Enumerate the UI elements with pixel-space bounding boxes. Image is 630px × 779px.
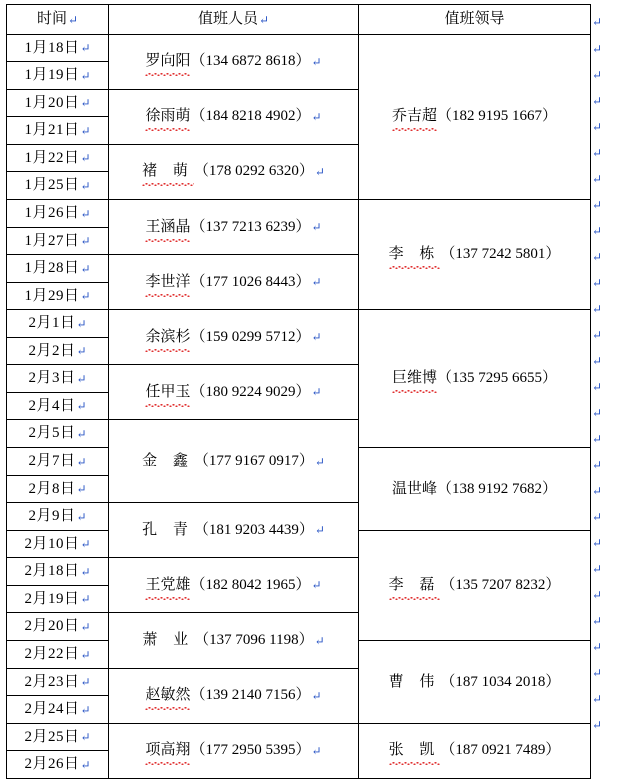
leader-name: 乔吉超 <box>392 103 437 130</box>
staff-phone: （177 2950 5395） <box>190 742 311 759</box>
duty-staff-cell <box>109 613 359 668</box>
table-header <box>7 5 591 35</box>
staff-phone: （178 0292 6320） <box>193 163 314 180</box>
duty-date-cell <box>7 117 109 145</box>
paragraph-mark-icon: ↵ <box>80 537 91 552</box>
leader-name: 巨维博 <box>392 365 437 392</box>
paragraph-mark-icon: ↵ <box>592 224 603 238</box>
duty-date: 1月18日 <box>24 39 80 56</box>
paragraph-mark-icon: ↵ <box>76 427 87 441</box>
duty-date: 2月10日 <box>24 535 80 552</box>
paragraph-mark-icon: ↵ <box>80 702 91 717</box>
duty-leader-cell <box>359 199 591 309</box>
column-header-time <box>7 5 109 35</box>
duty-date-cell <box>7 172 109 200</box>
paragraph-mark-icon: ↵ <box>76 482 87 497</box>
paragraph-mark-icon: ↵ <box>592 120 603 134</box>
paragraph-mark-icon: ↵ <box>592 406 603 420</box>
staff-phone: （181 9203 4439） <box>193 521 314 538</box>
duty-date-cell <box>7 392 109 420</box>
duty-staff-cell <box>109 420 359 503</box>
duty-staff-cell <box>109 558 359 613</box>
staff-name: 李世洋 <box>145 269 190 296</box>
leader-phone: （138 9192 7682） <box>437 480 558 497</box>
paragraph-mark-icon: ↵ <box>592 42 603 56</box>
duty-date: 2月20日 <box>24 618 80 635</box>
leader-phone: （137 7242 5801） <box>440 246 561 263</box>
paragraph-mark-icon: ↵ <box>592 250 603 264</box>
table-row <box>7 34 591 62</box>
duty-date-cell <box>7 558 109 586</box>
duty-leader-cell <box>359 723 591 778</box>
header-label-staff: 值班人员 <box>197 11 258 27</box>
paragraph-mark-icon: ↵ <box>592 562 603 576</box>
duty-date-cell <box>7 613 109 641</box>
paragraph-mark-icon: ↵ <box>80 123 91 138</box>
duty-date-cell <box>7 310 109 338</box>
leader-phone: （187 1034 2018） <box>440 673 561 690</box>
paragraph-mark-icon: ↵ <box>311 330 322 345</box>
leader-phone: （135 7207 8232） <box>440 576 561 593</box>
table-row <box>7 199 591 227</box>
paragraph-mark-icon: ↵ <box>592 198 603 212</box>
staff-phone: （159 0299 5712） <box>190 328 311 345</box>
duty-date-cell <box>7 227 109 255</box>
paragraph-mark-icon: ↵ <box>592 510 603 524</box>
duty-staff-cell <box>109 723 359 778</box>
duty-date: 2月23日 <box>24 673 80 690</box>
duty-date-cell <box>7 365 109 393</box>
paragraph-mark-icon: ↵ <box>311 578 322 593</box>
paragraph-mark-icon: ↵ <box>314 164 325 179</box>
leader-phone: （135 7295 6655） <box>437 370 558 387</box>
paragraph-mark-icon: ↵ <box>80 647 91 662</box>
paragraph-marks-column <box>590 8 630 738</box>
staff-phone: （177 9167 0917） <box>193 453 314 469</box>
paragraph-mark-icon: ↵ <box>592 380 603 394</box>
staff-phone: （134 6872 8618） <box>190 53 311 70</box>
paragraph-mark-icon: ↵ <box>76 399 87 414</box>
duty-staff-cell <box>109 255 359 310</box>
paragraph-mark-icon: ↵ <box>592 172 603 186</box>
duty-date-cell <box>7 89 109 117</box>
duty-date: 2月24日 <box>24 701 80 718</box>
duty-staff-cell <box>109 503 359 558</box>
duty-date-cell <box>7 62 109 90</box>
paragraph-mark-icon: ↵ <box>80 261 91 276</box>
paragraph-mark-icon: ↵ <box>80 41 91 56</box>
duty-staff-cell <box>109 668 359 723</box>
leader-name: 曹 伟 <box>388 673 441 690</box>
paragraph-mark-icon: ↵ <box>80 592 91 607</box>
duty-date: 2月26日 <box>24 756 80 773</box>
duty-leader-cell <box>359 530 591 640</box>
duty-date: 1月21日 <box>24 122 80 139</box>
paragraph-mark-icon: ↵ <box>592 718 603 732</box>
paragraph-mark-icon: ↵ <box>311 275 322 290</box>
paragraph-mark-icon: ↵ <box>67 12 79 27</box>
paragraph-mark-icon: ↵ <box>592 484 603 498</box>
duty-date: 2月18日 <box>24 563 80 580</box>
staff-name: 金 鑫 <box>142 453 194 469</box>
table-header-row <box>7 5 591 35</box>
duty-date-cell <box>7 530 109 558</box>
duty-date-cell <box>7 255 109 283</box>
leader-name: 温世峰 <box>391 480 437 497</box>
paragraph-mark-icon: ↵ <box>80 206 91 221</box>
paragraph-mark-icon: ↵ <box>592 588 603 602</box>
header-label-time: 时间 <box>36 11 67 27</box>
paragraph-mark-icon: ↵ <box>592 536 603 550</box>
duty-date: 2月9日 <box>28 508 76 525</box>
paragraph-mark-icon: ↵ <box>76 454 87 469</box>
duty-date-cell <box>7 503 109 531</box>
paragraph-mark-icon: ↵ <box>80 234 91 249</box>
duty-date: 2月7日 <box>28 453 76 469</box>
paragraph-mark-icon: ↵ <box>80 151 91 166</box>
staff-name: 任甲玉 <box>145 379 190 406</box>
staff-name: 赵敏然 <box>145 682 190 709</box>
staff-phone: （184 8218 4902） <box>190 108 311 125</box>
duty-date: 1月29日 <box>24 287 80 304</box>
duty-date: 1月19日 <box>24 67 80 84</box>
duty-staff-cell <box>109 34 359 89</box>
duty-date: 1月27日 <box>24 232 80 249</box>
paragraph-mark-icon: ↵ <box>76 371 87 386</box>
duty-date-cell <box>7 282 109 310</box>
column-header-leader <box>359 5 591 35</box>
document-page <box>0 4 630 773</box>
paragraph-mark-icon: ↵ <box>311 743 322 758</box>
duty-date-cell <box>7 337 109 365</box>
duty-date-cell <box>7 585 109 613</box>
paragraph-mark-icon: ↵ <box>592 666 603 680</box>
paragraph-mark-icon: ↵ <box>592 68 603 82</box>
duty-date: 1月28日 <box>24 260 80 277</box>
paragraph-mark-icon: ↵ <box>592 692 603 706</box>
duty-leader-cell <box>359 310 591 448</box>
staff-name: 褚 萌 <box>142 158 194 185</box>
header-label-leader: 值班领导 <box>444 11 505 28</box>
paragraph-mark-icon: ↵ <box>314 633 325 648</box>
duty-date: 2月1日 <box>28 315 76 332</box>
duty-date-cell <box>7 723 109 751</box>
duty-date: 2月19日 <box>24 590 80 607</box>
staff-phone: （137 7096 1198） <box>194 632 314 649</box>
paragraph-mark-icon: ↵ <box>592 614 603 628</box>
duty-leader-cell <box>359 34 591 199</box>
duty-date-cell <box>7 144 109 172</box>
paragraph-mark-icon: ↵ <box>592 94 603 108</box>
duty-date: 2月8日 <box>28 480 76 497</box>
paragraph-mark-icon: ↵ <box>80 730 91 745</box>
paragraph-mark-icon: ↵ <box>80 178 91 193</box>
paragraph-mark-icon: ↵ <box>80 68 91 83</box>
paragraph-mark-icon: ↵ <box>592 432 603 446</box>
table-row <box>7 723 591 751</box>
paragraph-mark-icon: ↵ <box>592 354 603 368</box>
duty-date: 2月22日 <box>24 645 80 662</box>
paragraph-mark-icon: ↵ <box>311 385 322 400</box>
paragraph-mark-icon: ↵ <box>258 12 270 27</box>
duty-date: 1月20日 <box>24 94 80 111</box>
staff-name: 项高翔 <box>145 737 190 764</box>
staff-phone: （182 8042 1965） <box>190 576 311 593</box>
paragraph-mark-icon: ↵ <box>592 458 603 472</box>
duty-date: 2月2日 <box>28 342 76 359</box>
leader-name: 李 栋 <box>389 241 441 268</box>
staff-name: 余滨杉 <box>145 324 190 351</box>
paragraph-mark-icon: ↵ <box>80 96 91 111</box>
duty-date: 2月3日 <box>28 370 76 387</box>
paragraph-mark-icon: ↵ <box>311 109 322 124</box>
paragraph-mark-icon: ↵ <box>80 289 91 304</box>
paragraph-mark-icon: ↵ <box>592 276 603 290</box>
paragraph-mark-icon: ↵ <box>592 640 603 654</box>
staff-phone: （180 9224 9029） <box>190 383 311 400</box>
leader-name: 李 磊 <box>389 572 441 599</box>
duty-date-cell <box>7 696 109 724</box>
paragraph-mark-icon: ↵ <box>311 220 322 235</box>
leader-name: 张 凯 <box>389 737 441 764</box>
column-header-staff <box>109 5 359 35</box>
paragraph-mark-icon: ↵ <box>80 619 91 634</box>
paragraph-mark-icon: ↵ <box>311 688 322 703</box>
duty-date-cell <box>7 448 109 476</box>
staff-name: 王党雄 <box>145 572 190 599</box>
staff-name: 孔 青 <box>142 521 194 538</box>
duty-date-cell <box>7 751 109 779</box>
table-row <box>7 310 591 338</box>
duty-date-cell <box>7 34 109 62</box>
duty-date-cell <box>7 640 109 668</box>
duty-date: 2月4日 <box>28 397 76 414</box>
duty-date: 2月5日 <box>28 425 76 442</box>
paragraph-mark-icon: ↵ <box>80 757 91 772</box>
duty-staff-cell <box>109 89 359 144</box>
staff-name: 王涵晶 <box>145 214 190 241</box>
paragraph-mark-icon: ↵ <box>592 15 603 29</box>
paragraph-mark-icon: ↵ <box>76 509 87 524</box>
duty-date: 1月22日 <box>24 149 80 166</box>
duty-schedule-table <box>6 4 591 779</box>
paragraph-mark-icon: ↵ <box>314 523 325 538</box>
duty-date-cell <box>7 420 109 448</box>
duty-leader-cell <box>359 448 591 531</box>
staff-phone: （137 7213 6239） <box>190 218 311 235</box>
paragraph-mark-icon: ↵ <box>592 302 603 316</box>
duty-date: 2月25日 <box>24 728 80 745</box>
paragraph-mark-icon: ↵ <box>592 146 603 160</box>
staff-name: 萧 业 <box>142 632 195 649</box>
duty-staff-cell <box>109 365 359 420</box>
leader-phone: （187 0921 7489） <box>440 742 561 759</box>
duty-staff-cell <box>109 310 359 365</box>
paragraph-mark-icon: ↵ <box>76 316 87 331</box>
table-body <box>7 34 591 778</box>
staff-name: 徐雨萌 <box>145 103 190 130</box>
paragraph-mark-icon: ↵ <box>80 675 91 690</box>
duty-staff-cell <box>109 144 359 199</box>
staff-name: 罗向阳 <box>145 48 190 75</box>
duty-date-cell <box>7 475 109 503</box>
duty-staff-cell <box>109 199 359 254</box>
duty-date: 1月26日 <box>24 204 80 221</box>
paragraph-mark-icon: ↵ <box>314 454 325 469</box>
leader-phone: （182 9195 1667） <box>437 108 558 125</box>
duty-date-cell <box>7 199 109 227</box>
paragraph-mark-icon: ↵ <box>76 344 87 359</box>
paragraph-mark-icon: ↵ <box>592 328 603 342</box>
staff-phone: （177 1026 8443） <box>190 273 311 290</box>
staff-phone: （139 2140 7156） <box>190 687 311 704</box>
paragraph-mark-icon: ↵ <box>80 564 91 579</box>
paragraph-mark-icon: ↵ <box>311 54 322 69</box>
duty-date: 1月25日 <box>24 177 80 194</box>
